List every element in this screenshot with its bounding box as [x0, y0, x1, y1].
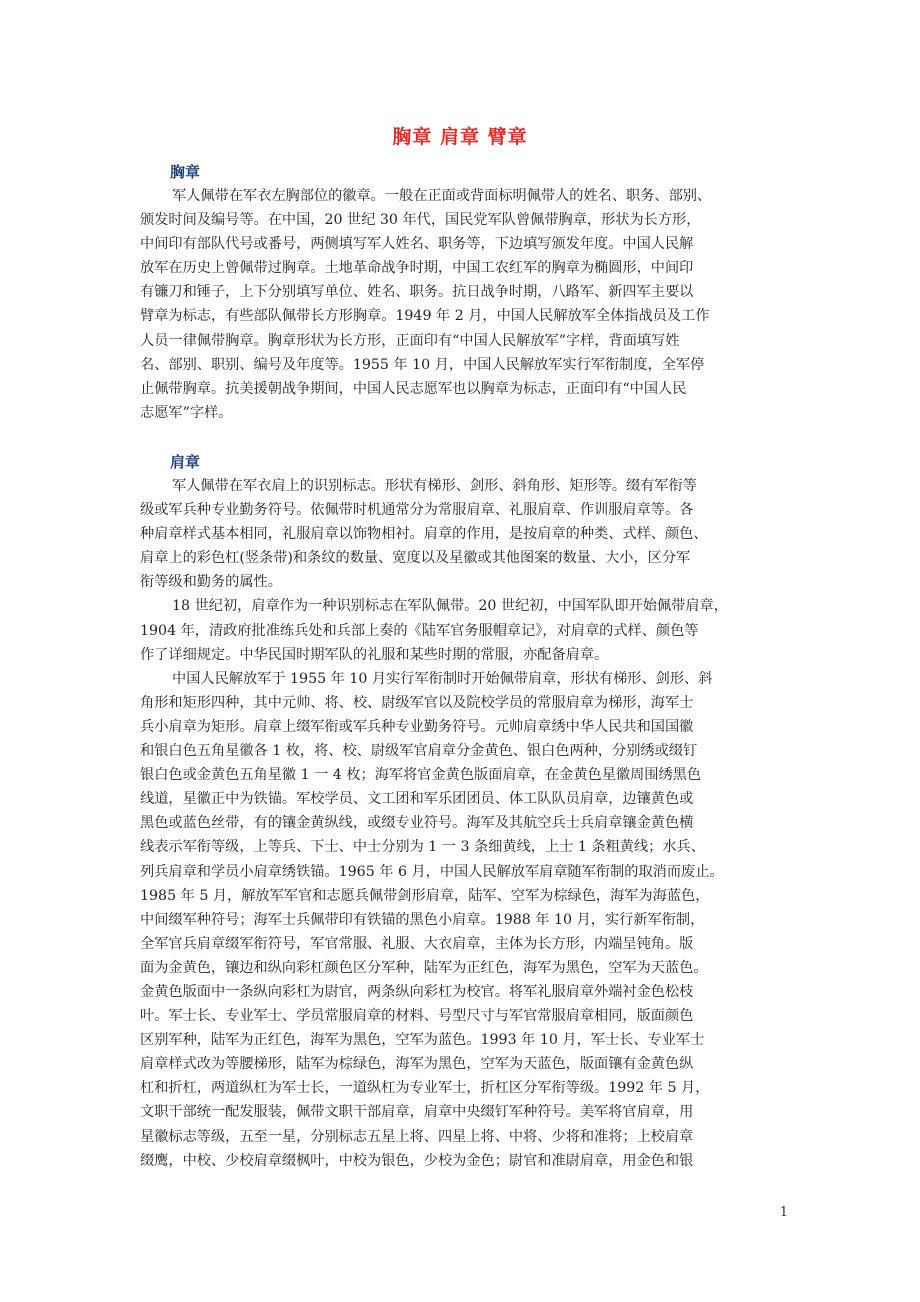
- paragraph-line: 18 世纪初，肩章作为一种识别标志在军队佩带。20 世纪初，中国军队即开始佩带肩章，: [172, 598, 728, 615]
- paragraph-line: 种肩章样式基本相同，礼服肩章以饰物相衬。肩章的作用，是按肩章的种类、式样、颜色、: [140, 526, 708, 543]
- paragraph-line: 星徽标志等级，五至一星，分别标志五星上将、四星上将、中将、少将和准将；上校肩章: [140, 1128, 694, 1145]
- paragraph-line: 文职干部统一配发服装，佩带文职干部肩章，肩章中央缀钉军种符号。美军将官肩章，用: [140, 1104, 694, 1121]
- paragraph-line: 面为金黄色，镶边和纵向彩杠颜色区分军种，陆军为正红色，海军为黑色，空军为天蓝色。: [140, 959, 708, 976]
- page-number: 1: [779, 1205, 788, 1220]
- paragraph-line: 颁发时间及编号等。在中国，20 世纪 30 年代，国民党军队曾佩带胸章，形状为长方形，: [140, 212, 701, 229]
- paragraph-line: 肩章样式改为等腰梯形，陆军为棕绿色，海军为黑色，空军为天蓝色，版面镶有金黄色纵: [140, 1056, 694, 1073]
- paragraph-line: 衔等级和勤务的属性。: [140, 574, 282, 591]
- paragraph-line: 线道，星徽正中为铁锚。军校学员、文工团和军乐团团员、体工队队员肩章，边镶黄色或: [140, 791, 694, 808]
- paragraph-line: 全军官兵肩章缀军衔符号，军官常服、礼服、大衣肩章，主体为长方形，内端呈钝角。版: [140, 935, 694, 952]
- paragraph-line: 止佩带胸章。抗美援朝战争期间，中国人民志愿军也以胸章为标志，正面印有“中国人民: [140, 380, 687, 397]
- paragraph-line: 级或军兵种专业勤务符号。依佩带时机通常分为常服肩章、礼服肩章、作训服肩章等。各: [140, 502, 694, 519]
- paragraph-line: 放军在历史上曾佩带过胸章。土地革命战争时期，中国工农红军的胸章为椭圆形，中间印: [140, 260, 694, 277]
- paragraph-line: 和银白色五角星徽各 1 枚，将、校、尉级军官肩章分金黄色、银白色两种，分别绣或缀钉: [140, 743, 698, 760]
- document-title: 胸章 肩章 臂章: [392, 126, 528, 148]
- paragraph-line: 缀鹰，中校、少校肩章缀枫叶，中校为银色，少校为金色；尉官和准尉肩章，用金色和银: [140, 1152, 694, 1169]
- paragraph-line: 1904 年，清政府批准练兵处和兵部上奏的《陆军官务服帽章记》，对肩章的式样、颜色等: [140, 622, 699, 639]
- paragraph-line: 中国人民解放军于 1955 年 10 月实行军衔制时开始佩带肩章，形状有梯形、剑形、斜: [172, 670, 713, 687]
- paragraph-line: 中间缀军种符号；海军士兵佩带印有铁锚的黑色小肩章。1988 年 10 月，实行新军衔制，: [140, 911, 705, 928]
- paragraph-line: 金黄色版面中一条纵向彩杠为尉官，两条纵向彩杠为校官。将军礼服肩章外端衬金色松枝: [140, 983, 694, 1000]
- paragraph-line: 有镰刀和锤子，上下分别填写单位、姓名、职务。抗日战争时期，八路军、新四军主要以: [140, 284, 694, 301]
- paragraph-line: 军人佩带在军衣左胸部位的徽章。一般在正面或背面标明佩带人的姓名、职务、部别、: [172, 188, 712, 204]
- paragraph-line: 区别军种，陆军为正红色，海军为黑色，空军为蓝色。1993 年 10 月，军士长、专业军士: [140, 1032, 705, 1049]
- paragraph-line: 叶。军士长、专业军士、学员常服肩章的材料、号型尺寸与军官常服肩章相同，版面颜色: [140, 1008, 694, 1025]
- section-chest-badge: [140, 160, 790, 425]
- paragraph-line: 兵小肩章为矩形。肩章上缀军衔或军兵种专业勤务符号。元帅肩章绣中华人民共和国国徽: [140, 718, 694, 735]
- paragraph-line: 作了详细规定。中华民国时期军队的礼服和某些时期的常服，亦配备肩章。: [140, 646, 609, 663]
- paragraph-line: 人员一律佩带胸章。胸章形状为长方形，正面印有“中国人民解放军”字样，背面填写姓: [140, 332, 680, 349]
- paragraph-line: 银白色或金黄色五角星徽 1 一 4 枚；海军将官金黄色版面肩章，在金黄色星徽周围绣黑色: [140, 767, 702, 784]
- paragraph-line: 角形和矩形四种，其中元帅、将、校、尉级军官以及院校学员的常服肩章为梯形，海军士: [140, 694, 694, 711]
- paragraph-line: 肩章上的彩色杠(竖条带)和条纹的数量、宽度以及星徽或其他图案的数量、大小，区分军: [140, 550, 691, 567]
- paragraph-line: 志愿军”字样。: [140, 404, 233, 421]
- paragraph-line: 黑色或蓝色丝带，有的镶金黄纵线，或缀专业符号。海军及其航空兵士兵肩章镶金黄色横: [140, 815, 694, 832]
- section-heading: 胸章: [170, 163, 201, 181]
- paragraph-line: 臂章为标志，有些部队佩带长方形胸章。1949 年 2 月，中国人民解放军全体指战员及工作: [140, 308, 710, 325]
- section-shoulder-board: [140, 450, 790, 1173]
- paragraph-line: 中间印有部队代号或番号，两侧填写军人姓名、职务等，下边填写颁发年度。中国人民解: [140, 236, 694, 253]
- paragraph-line: 1985 年 5 月，解放军军官和志愿兵佩带剑形肩章，陆军、空军为棕绿色，海军为海蓝色，: [140, 887, 710, 904]
- section-heading: 肩章: [170, 453, 201, 471]
- paragraph-line: 列兵肩章和学员小肩章绣铁锚。1965 年 6 月，中国人民解放军肩章随军衔制的取消而废止。: [140, 863, 724, 880]
- paragraph-line: 线表示军衔等级，上等兵、下士、中士分别为 1 一 3 条细黄线，上士 1 条粗黄线；水兵、: [140, 839, 705, 856]
- paragraph-line: 军人佩带在军衣肩上的识别标志。形状有梯形、剑形、斜角形、矩形等。缀有军衔等: [172, 478, 697, 494]
- paragraph-line: 杠和折杠，两道纵杠为军士长，一道纵杠为专业军士，折杠区分军衔等级。1992 年 5 月，: [140, 1080, 710, 1097]
- paragraph-line: 名、部别、职别、编号及年度等。1955 年 10 月，中国人民解放军实行军衔制度，全军停: [140, 356, 705, 373]
